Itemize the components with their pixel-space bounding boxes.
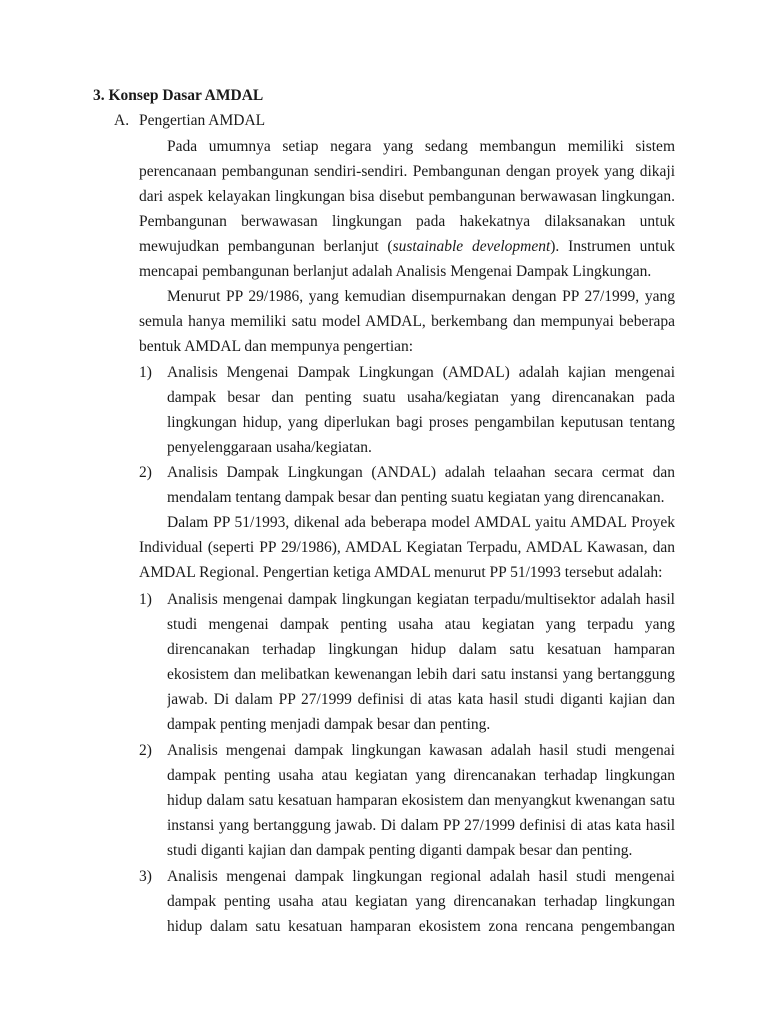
list-1-item-1-line-3: lingkungan hidup, yang diperlukan bagi proses pengambilan keputusan tentang xyxy=(167,414,675,431)
list-2-item-3-line-1: Analisis mengenai dampak lingkungan regional adalah hasil studi mengenai xyxy=(167,868,675,885)
subsection-letter: A. xyxy=(114,112,130,129)
paragraph-1-line-3: dari aspek kelayakan lingkungan bisa disebut pembangunan berwawasan lingkungan. xyxy=(139,188,675,205)
paragraph-1-line-4: Pembangunan berwawasan lingkungan pada hakekatnya dilaksanakan untuk xyxy=(139,213,675,230)
subsection-title: Pengertian AMDAL xyxy=(139,112,266,129)
paragraph-3-line-1: Dalam PP 51/1993, dikenal ada beberapa model AMDAL yaitu AMDAL Proyek xyxy=(167,514,675,531)
list-1-marker-2: 2) xyxy=(139,464,152,481)
paragraph-3-line-2: Individual (seperti PP 29/1986), AMDAL Kegiatan Terpadu, AMDAL Kawasan, dan xyxy=(139,539,675,556)
list-1-item-2-line-1: Analisis Dampak Lingkungan (ANDAL) adalah telaahan secara cermat dan xyxy=(167,464,675,481)
list-2-item-3-line-3: hidup dalam satu kesatuan hamparan ekosistem zona rencana pengembangan xyxy=(167,918,675,935)
list-2-item-1-line-5: jawab. Di dalam PP 27/1999 definisi di atas kata hasil studi diganti kajian dan xyxy=(167,691,675,708)
paragraph-2-line-2: semula hanya memiliki satu model AMDAL, berkembang dan mempunyai beberapa xyxy=(139,313,675,330)
section-heading: 3. Konsep Dasar AMDAL xyxy=(93,87,264,104)
list-2-item-1-line-4: ekosistem dan melibatkan kewenangan lebih dari satu instansi yang bertanggung xyxy=(167,666,675,683)
list-2-marker-2: 2) xyxy=(139,742,152,759)
paragraph-1-line-5 xyxy=(139,237,675,257)
paragraph-2-line-1: Menurut PP 29/1986, yang kemudian disempurnakan dengan PP 27/1999, yang xyxy=(167,288,675,305)
list-2-marker-1: 1) xyxy=(139,591,152,608)
list-2-item-1-line-1: Analisis mengenai dampak lingkungan kegiatan terpadu/multisektor adalah hasil xyxy=(167,591,675,608)
list-2-item-2-line-5: studi diganti kajian dan dampak penting diganti dampak besar dan penting. xyxy=(167,842,633,859)
paragraph-1-line-2: perencanaan pembangunan sendiri-sendiri. Pembangunan dengan proyek yang dikaji xyxy=(139,163,675,180)
list-1-item-2-line-2: mendalam tentang dampak besar dan penting suatu kegiatan yang direncanakan. xyxy=(167,489,665,506)
list-1-item-1-line-2: dampak besar dan penting suatu usaha/kegiatan yang direncanakan pada xyxy=(167,389,675,406)
list-2-item-1-line-3: direncanakan terhadap lingkungan hidup dalam satu kesatuan hamparan xyxy=(167,641,675,658)
list-1-item-1-line-4: penyelenggaraan usaha/kegiatan. xyxy=(167,439,372,456)
list-2-item-3-line-2: dampak penting usaha atau kegiatan yang direncanakan terhadap lingkungan xyxy=(167,893,675,910)
paragraph-1-line-6: mencapai pembangunan berlanjut adalah Analisis Mengenai Dampak Lingkungan. xyxy=(139,263,652,280)
paragraph-1-line-1: Pada umumnya setiap negara yang sedang membangun memiliki sistem xyxy=(167,138,675,155)
list-2-marker-3: 3) xyxy=(139,868,152,885)
paragraph-1-line-5-lead: mewujudkan pembangunan berlanjut (sustainable development). Instrumen untuk xyxy=(139,238,675,255)
list-2-item-2-line-3: hidup dalam satu kesatuan hamparan ekosistem dan menyangkut kwenangan satu xyxy=(167,792,675,809)
paragraph-3-line-3: AMDAL Regional. Pengertian ketiga AMDAL menurut PP 51/1993 tersebut adalah: xyxy=(139,564,663,581)
list-1-marker-1: 1) xyxy=(139,364,152,381)
list-2-item-1-line-2: studi mengenai dampak penting usaha atau kegiatan yang terpadu yang xyxy=(167,616,675,633)
list-2-item-2-line-1: Analisis mengenai dampak lingkungan kawasan adalah hasil studi mengenai xyxy=(167,742,675,759)
list-2-item-2-line-2: dampak penting usaha atau kegiatan yang direncanakan terhadap lingkungan xyxy=(167,767,675,784)
list-2-item-2-line-4: instansi yang bertanggung jawab. Di dalam PP 27/1999 definisi di atas kata hasil xyxy=(167,817,675,834)
list-2-item-1-line-6: dampak penting menjadi dampak besar dan penting. xyxy=(167,716,491,733)
italic-term: sustainable development xyxy=(392,238,551,255)
list-1-item-1-line-1: Analisis Mengenai Dampak Lingkungan (AMDAL) adalah kajian mengenai xyxy=(167,364,675,381)
paragraph-2-line-3: bentuk AMDAL dan mempunya pengertian: xyxy=(139,338,414,355)
